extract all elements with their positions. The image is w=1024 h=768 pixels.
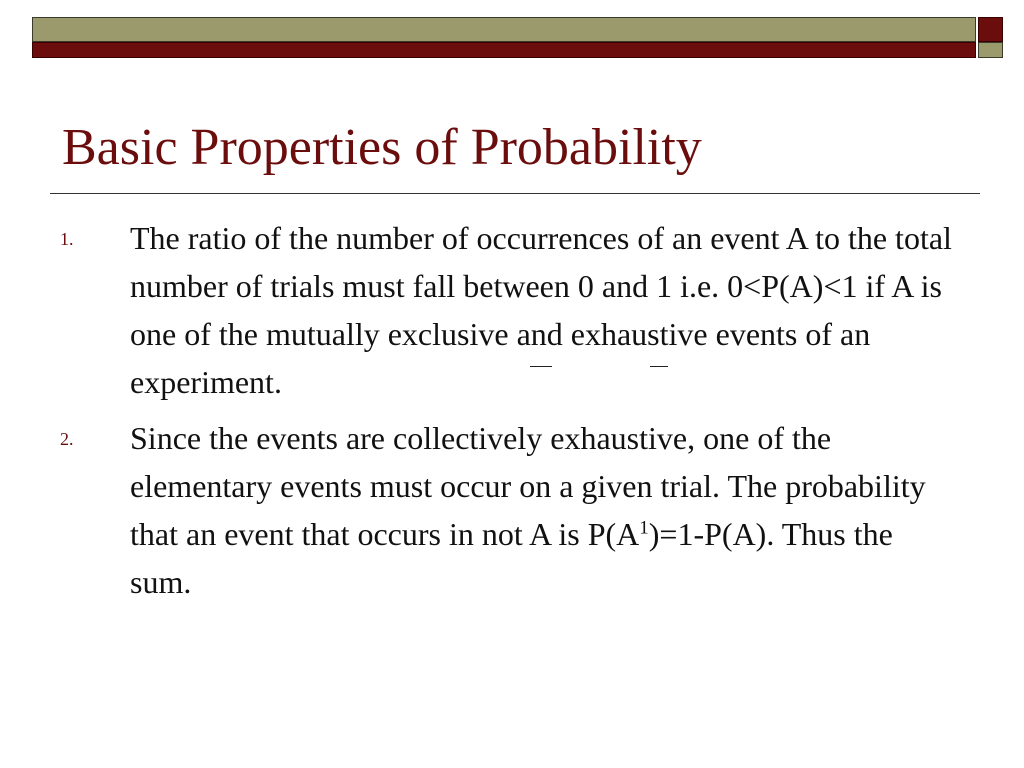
header-square-olive bbox=[978, 42, 1003, 58]
slide-title: Basic Properties of Probability bbox=[62, 119, 702, 176]
list-item-1 bbox=[60, 214, 960, 406]
list-item-2 bbox=[60, 414, 960, 606]
header-square-maroon bbox=[978, 17, 1003, 42]
list-item-text bbox=[130, 414, 960, 606]
list-item-text: The ratio of the number of occurrences of an event A to the total number of trials must fall between 0 and 1 i.e. 0<P(A)<1 if A is one of the mutually exclusive and exhaustive events of an experiment. bbox=[130, 220, 952, 400]
overbar-mark bbox=[650, 366, 668, 367]
list-item-text-part: )=1-P(A). Thus the sum. bbox=[130, 516, 893, 600]
overbar-mark bbox=[530, 366, 552, 367]
title-divider bbox=[50, 193, 980, 194]
superscript: 1 bbox=[639, 517, 649, 539]
list-item-text-part: Since the events are collectively exhaustive, one of the elementary events must occur on a given trial. The probability that an event that occurs in not A is P(A bbox=[130, 420, 926, 552]
list-item-number: 2. bbox=[60, 429, 74, 449]
header-band-maroon bbox=[32, 42, 976, 58]
content-list bbox=[60, 214, 960, 614]
header-band-olive bbox=[32, 17, 976, 42]
list-item-number: 1. bbox=[60, 229, 74, 249]
